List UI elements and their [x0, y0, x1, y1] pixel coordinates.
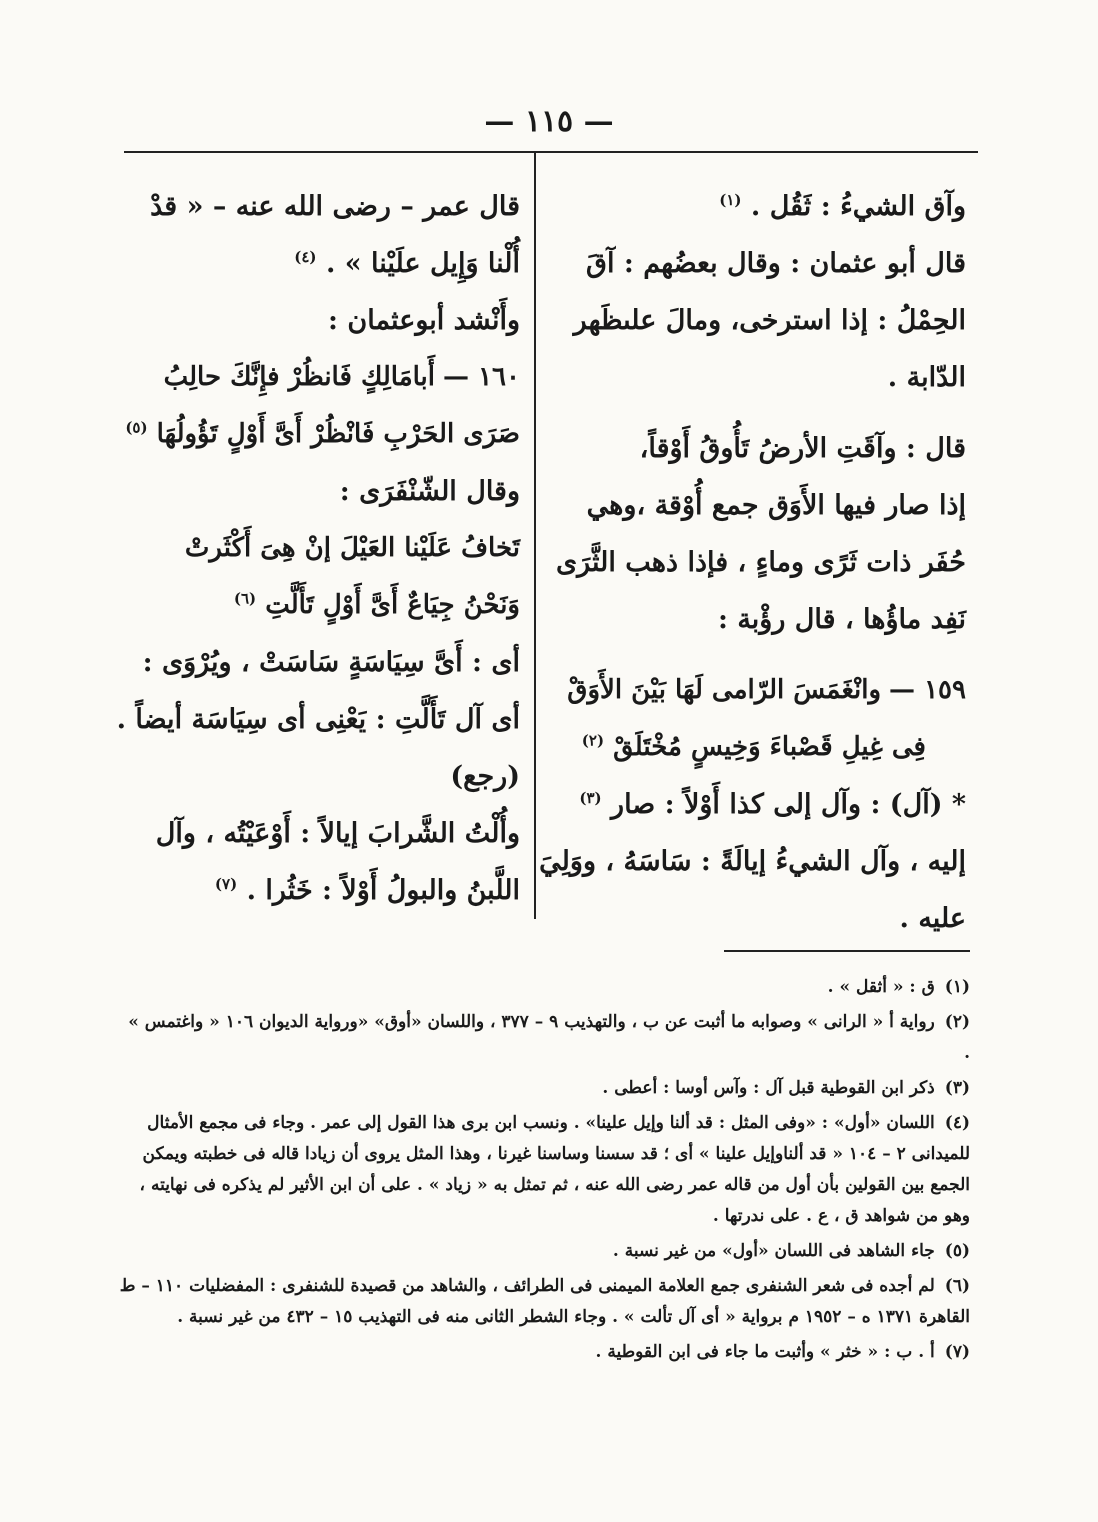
text-line: قال عمر – رضى الله عنه – « قدْ [150, 191, 520, 222]
footnote-ref: (٣) [579, 789, 602, 807]
footnote-ref: (٧) [214, 875, 238, 893]
text-line: وأُلْتُ الشَّرابَ إيالاً : أَوْعَيْتُه ، وآل [155, 818, 520, 849]
verse-number: ١٦٠ — [443, 362, 520, 392]
text-line: * (آل) : وآل إلى كذا أَوْلاً : صار $^{(٣)}$ [579, 789, 966, 820]
text-line: أى آل تَأَلَّتِ : يَعْنِى أى سِيَاسَة أيضاً . [116, 704, 520, 735]
text-line: إذا صار فيها الأَوَق جمع أُوْقة ،وهي [586, 490, 966, 521]
text-line: الحِمْلُ : إذا استرخى، ومالَ علىظَهر [573, 305, 966, 336]
footnote-ref: (١) [719, 191, 742, 209]
text-line: اللَّبنُ والبولُ أَوْلاً : خَثُرا . $^{(٧)}$ [214, 875, 520, 906]
text-line: قال : وآقَتِ الأرضُ تَأُوقُ أَوْقاً، [639, 433, 966, 464]
section-marker: (رجع) [450, 761, 520, 792]
text-line: عليه . [899, 903, 966, 934]
footnote: (١)ق : « أثقل » . [827, 977, 970, 997]
footnote-ref: (٢) [581, 731, 605, 750]
left-column [116, 178, 520, 919]
verse-line: وَنَحْنُ جِيَاعٌ أَىَّ أَوْلٍ تَأَلَّتِ $^{(٦)}$ [233, 589, 520, 620]
verse-line: صَرَى الحَرْبِ فَانْظُرْ أَىَّ أَوْلٍ تَؤُولُهَا $^{(٥)}$ [125, 418, 520, 449]
verse-line: تَخافُ عَلَيْنا العَيْلَ إنْ هِىَ أَكْثَرتْ [184, 533, 520, 563]
text-line: وقال الشّنْفَرَى : [339, 476, 520, 507]
text-line: حُفَر ذات ثَرًى وماءٍ ، فإذا ذهب الثَّرَى [555, 547, 966, 578]
text-line: أُلْنا وَإِيل علَيْنا » . $^{(٤)}$ [294, 248, 520, 279]
text-line: الدّابة . [887, 362, 966, 393]
text-line: قال أبو عثمان : وقال بعضُهم : آقَ [586, 248, 966, 279]
text-line: إليه ، وآل الشيءُ إيالَةً : سَاسَهُ ، ووَلِيَ [539, 846, 966, 877]
verse-number: ١٥٩ — [889, 675, 966, 705]
header-rule [124, 151, 978, 153]
verse-line: ١٦٠ —أَبامَالِكٍ فَانظُرْ فإِنَّكَ حالِبُ [163, 362, 520, 392]
text-line: نَفِد ماؤُها ، قال رؤْبة : [717, 604, 966, 635]
footnote: (٤)اللسان «أول» : «وفى المثل : قد ألنا وإيل علينا» . ونسب ابن برى هذا القول إلى عمر . وجاء فى مجمع الأمثال للميدانى ٢ – ١٠٤ « قد ألناوإيل علينا » أى ؛ قد سسنا وساسنا غيرنا ، وهذا المثل يروى أن زيادا قاله فى خطبته ويمكن الجمع بين القولين بأن أول من قاله عمر رضى الله عنه ، ثم تمثل به « زياد » . على أن ابن الأثير لم يذكره فى نهايته ، وهو من شواهد ق ، ع . على ندرتها . [139, 1113, 970, 1226]
text-line: أى : أَىَّ سِيَاسَةٍ سَاسَتْ ، ويُرْوَى : [142, 647, 520, 678]
footnote: (٦)لم أجده فى شعر الشنفرى جمع العلامة الميمنى فى الطرائف ، والشاهد من قصيدة للشنفرى : المفضليات ١١٠ – ط القاهرة ١٣٧١ ه – ١٩٥٢ م برواية « أى آل تألت » . وجاء الشطر الثانى منه فى التهذيب ١٥ – ٤٣٢ من غير نسبة . [119, 1276, 970, 1327]
footnote: (٢)رواية أ « الرانى » وصوابه ما أثبت عن ب ، والتهذيب ٩ – ٣٧٧ ، واللسان «أوق» «ورواية الديوان ١٠٦ « واغتمس » . [128, 1012, 970, 1063]
right-column [539, 178, 966, 947]
footnote-ref: (٤) [294, 248, 317, 266]
column-divider [534, 153, 536, 919]
footnote: (٧)أ . ب : « خثر » وأثبت ما جاء فى ابن القوطية . [595, 1342, 970, 1362]
footnote-rule [724, 950, 970, 952]
footnote-ref: (٥) [125, 418, 148, 437]
page-number: — ١١٥ — [484, 104, 614, 139]
verse-line: ١٥٩ —وانْغَمَسَ الرّامى لَهَا بَيْنَ الأَوَقْ [567, 675, 966, 705]
text-line: وآق الشيءُ : ثَقُل . $^{(١)}$ [719, 191, 966, 222]
footnote: (٥)جاء الشاهد فى اللسان «أول» من غير نسبة . [612, 1241, 970, 1261]
footnote-ref: (٦) [233, 589, 257, 608]
verse-line: فِى غِيلِ قَصْباءَ وَخِيسٍ مُخْتَلَقْ $^{(٢)}$ [581, 731, 926, 762]
text-line: وأَنْشد أبوعثمان : [328, 305, 520, 336]
footnote: (٣)ذكر ابن القوطية قبل آل : وآس أوسا : أعطى . [602, 1078, 970, 1098]
footnotes [118, 972, 970, 1372]
